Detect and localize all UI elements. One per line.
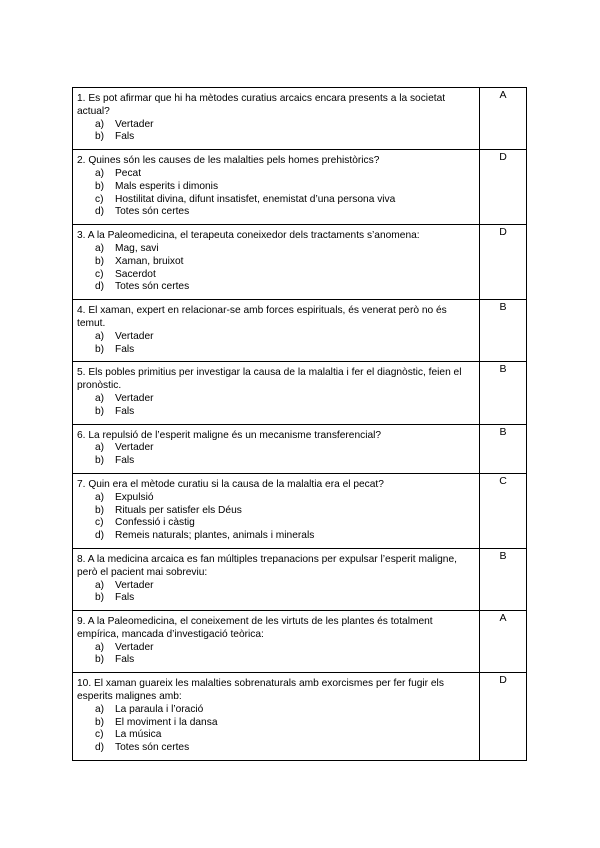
option-text: Vertader	[115, 330, 154, 342]
question-row	[73, 150, 527, 225]
option-text: La paraula i l’oració	[115, 703, 204, 715]
question-row	[73, 225, 527, 300]
option-list	[77, 492, 473, 543]
question-row	[73, 548, 527, 610]
question-text: 4. El xaman, expert en relacionar-se amb forces espirituals, és venerat però no és temut.	[77, 305, 447, 329]
option-text: Mag, savi	[115, 242, 159, 254]
option-text: Xaman, bruixot	[115, 255, 184, 267]
option-letter: c)	[95, 517, 104, 529]
option-item	[77, 717, 473, 730]
option-letter: d)	[95, 530, 105, 542]
quiz-body	[73, 88, 527, 761]
option-text: Vertader	[115, 392, 154, 404]
option-letter: b)	[95, 455, 105, 467]
question-row	[73, 88, 527, 150]
option-text: Remeis naturals; plantes, animals i minerals	[115, 530, 315, 542]
option-text: Expulsió	[115, 491, 154, 503]
answer-cell: A	[480, 88, 527, 150]
question-cell	[73, 473, 480, 548]
option-text: Fals	[115, 592, 135, 604]
question-cell	[73, 225, 480, 300]
option-list	[77, 442, 473, 468]
option-letter: a)	[95, 118, 105, 130]
option-letter: a)	[95, 242, 105, 254]
question-text: 7. Quin era el mètode curatiu si la causa de la malaltia era el pecat?	[77, 478, 384, 490]
question-row	[73, 473, 527, 548]
option-list	[77, 704, 473, 755]
option-list	[77, 331, 473, 357]
option-item	[77, 281, 473, 294]
question-row	[73, 300, 527, 362]
option-letter: a)	[95, 703, 105, 715]
option-item	[77, 729, 473, 742]
option-letter: b)	[95, 504, 105, 516]
option-text: El moviment i la dansa	[115, 716, 218, 728]
answer-cell: B	[480, 548, 527, 610]
question-cell	[73, 424, 480, 473]
option-list	[77, 119, 473, 145]
question-text: 9. A la Paleomedicina, el coneixement de les virtuts de les plantes és totalment empírica, mancada d’investigació teòrica:	[77, 616, 433, 640]
option-text: Confessió i càstig	[115, 517, 195, 529]
question-cell	[73, 88, 480, 150]
option-text: Vertader	[115, 118, 154, 130]
option-text: Vertader	[115, 641, 154, 653]
option-text: La música	[115, 729, 162, 741]
question-cell	[73, 300, 480, 362]
question-text: 6. La repulsió de l’esperit maligne és un mecanisme transferencial?	[77, 429, 382, 441]
option-text: Fals	[115, 131, 135, 143]
option-letter: a)	[95, 579, 105, 591]
question-row	[73, 673, 527, 761]
option-item	[77, 119, 473, 132]
option-letter: b)	[95, 654, 105, 666]
option-item	[77, 642, 473, 655]
option-list	[77, 393, 473, 419]
option-item	[77, 256, 473, 269]
question-text: 1. Es pot afirmar que hi ha mètodes curatius arcaics encara presents a la societat actual?	[77, 93, 446, 117]
option-item	[77, 704, 473, 717]
question-cell	[73, 673, 480, 761]
option-item	[77, 654, 473, 667]
option-letter: c)	[95, 729, 104, 741]
option-letter: c)	[95, 193, 104, 205]
option-item	[77, 331, 473, 344]
question-cell	[73, 611, 480, 673]
option-letter: a)	[95, 491, 105, 503]
option-item	[77, 442, 473, 455]
option-item	[77, 168, 473, 181]
option-text: Fals	[115, 455, 135, 467]
option-item	[77, 344, 473, 357]
option-letter: b)	[95, 405, 105, 417]
quiz-table	[72, 87, 527, 761]
option-letter: b)	[95, 716, 105, 728]
option-text: Hostilitat divina, difunt insatisfet, enemistat d’una persona viva	[115, 193, 396, 205]
option-letter: d)	[95, 281, 105, 293]
option-letter: a)	[95, 330, 105, 342]
option-letter: b)	[95, 592, 105, 604]
option-text: Vertader	[115, 579, 154, 591]
option-list	[77, 168, 473, 219]
answer-cell: D	[480, 150, 527, 225]
question-text: 5. Els pobles primitius per investigar la causa de la malaltia i fer el diagnòstic, feien el pronòstic.	[77, 367, 462, 392]
answer-cell: D	[480, 225, 527, 300]
option-item	[77, 269, 473, 282]
option-item	[77, 406, 473, 419]
option-letter: a)	[95, 167, 105, 179]
option-text: Rituals per satisfer els Déus	[115, 504, 242, 516]
option-text: Sacerdot	[115, 268, 156, 280]
option-letter: d)	[95, 742, 105, 754]
question-cell	[73, 548, 480, 610]
option-item	[77, 517, 473, 530]
question-row	[73, 424, 527, 473]
option-list	[77, 642, 473, 668]
option-item	[77, 131, 473, 144]
option-list	[77, 243, 473, 294]
answer-cell: D	[480, 673, 527, 761]
option-item	[77, 206, 473, 219]
question-text: 10. El xaman guareix les malalties sobrenaturals amb exorcismes per fer fugir els esperits malignes amb:	[77, 678, 444, 703]
option-letter: b)	[95, 255, 105, 267]
option-text: Totes són certes	[115, 742, 190, 754]
option-text: Pecat	[115, 167, 142, 179]
option-letter: b)	[95, 343, 105, 355]
option-item	[77, 505, 473, 518]
question-text: 3. A la Paleomedicina, el terapeuta coneixedor dels tractaments s’anomena:	[77, 230, 420, 242]
answer-cell: B	[480, 424, 527, 473]
option-item	[77, 742, 473, 755]
option-item	[77, 492, 473, 505]
option-letter: a)	[95, 641, 105, 653]
option-list	[77, 580, 473, 606]
option-letter: a)	[95, 442, 105, 454]
option-item	[77, 455, 473, 468]
option-item	[77, 181, 473, 194]
option-item	[77, 243, 473, 256]
option-item	[77, 530, 473, 543]
option-text: Totes són certes	[115, 206, 190, 218]
option-item	[77, 592, 473, 605]
option-letter: b)	[95, 180, 105, 192]
question-cell	[73, 150, 480, 225]
answer-cell: B	[480, 300, 527, 362]
option-item	[77, 393, 473, 406]
answer-cell: A	[480, 611, 527, 673]
option-text: Mals esperits i dimonis	[115, 180, 219, 192]
option-item	[77, 194, 473, 207]
option-item	[77, 580, 473, 593]
option-text: Fals	[115, 654, 135, 666]
option-letter: a)	[95, 392, 105, 404]
answer-cell: B	[480, 362, 527, 424]
option-text: Vertader	[115, 442, 154, 454]
question-row	[73, 611, 527, 673]
answer-cell: C	[480, 473, 527, 548]
question-row	[73, 362, 527, 424]
option-text: Fals	[115, 405, 135, 417]
option-text: Totes són certes	[115, 281, 190, 293]
question-cell	[73, 362, 480, 424]
question-text: 8. A la medicina arcaica es fan múltiples trepanacions per expulsar l’esperit maligne, però el pacient mai sobreviu:	[77, 553, 457, 578]
option-letter: c)	[95, 268, 104, 280]
option-text: Fals	[115, 343, 135, 355]
option-letter: b)	[95, 131, 105, 143]
option-letter: d)	[95, 206, 105, 218]
question-text: 2. Quines són les causes de les malalties pels homes prehistòrics?	[77, 155, 380, 167]
